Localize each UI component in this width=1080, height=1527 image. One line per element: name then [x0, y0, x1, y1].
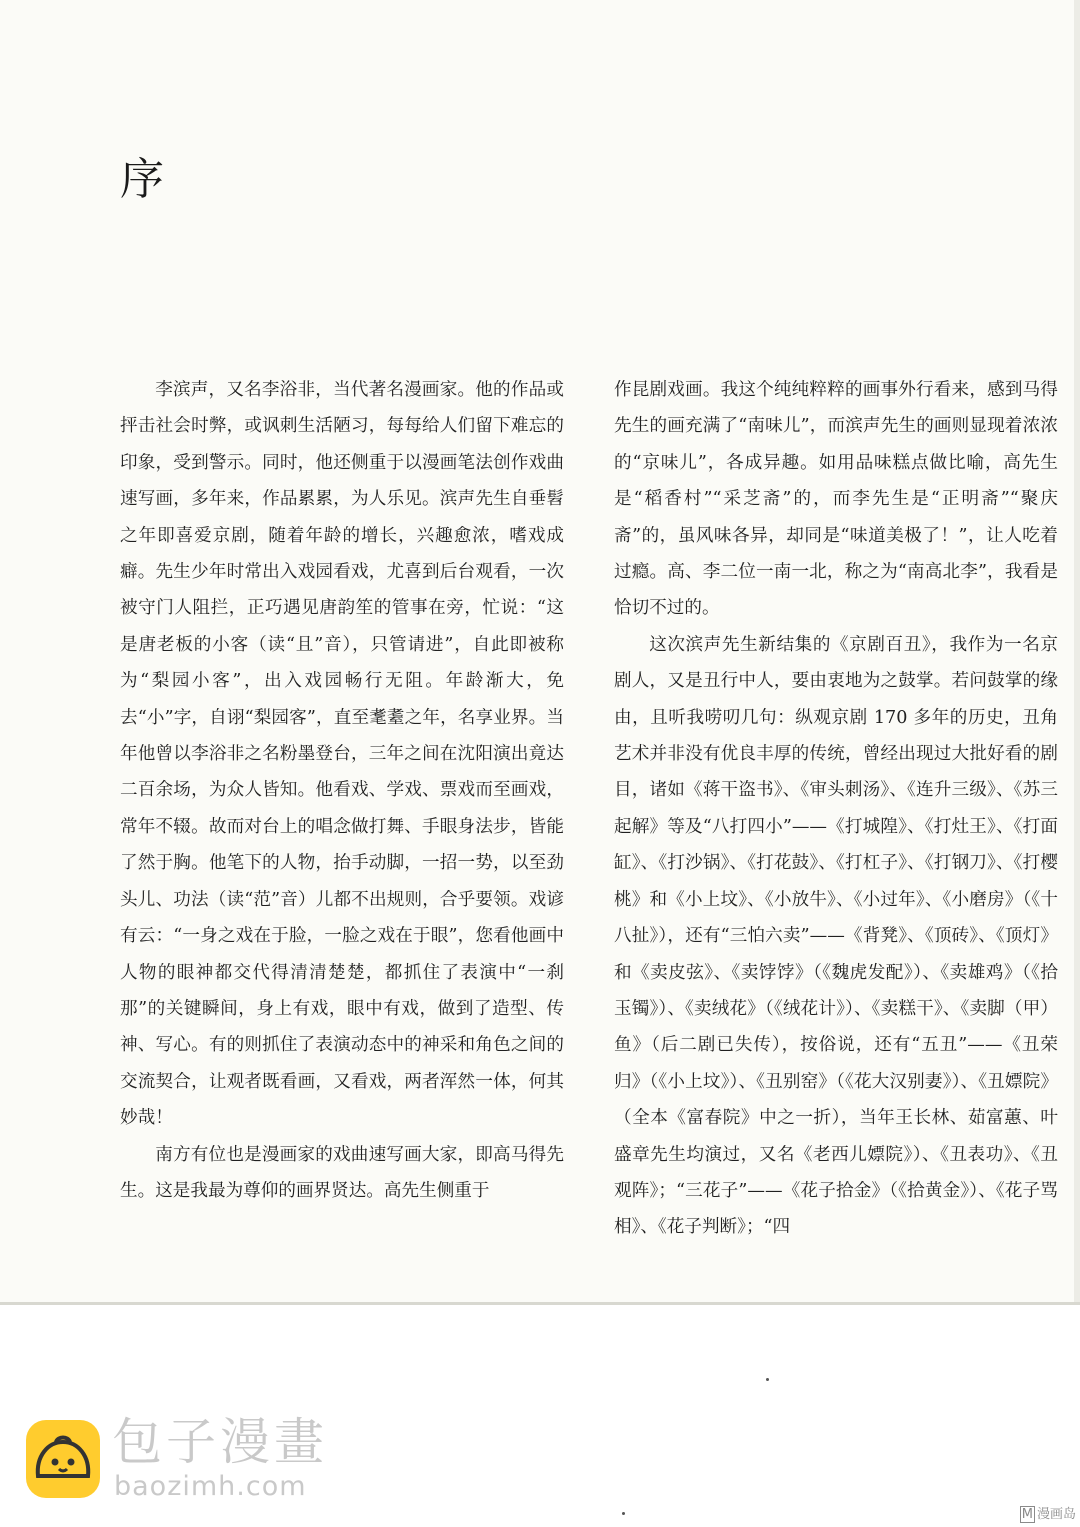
watermark-url: baozimh.com [114, 1471, 307, 1502]
page-bottom-rule [0, 1302, 1080, 1305]
paragraph: 南方有位也是漫画家的戏曲速写画大家，即高马得先生。这是我最为尊仰的画界贤达。高先生侧重于 [120, 1144, 564, 1201]
page-title: 序 [120, 154, 164, 205]
bun-face-icon [26, 1420, 100, 1498]
watermark-brand: 包子漫畫 [112, 1413, 328, 1471]
left-column [120, 372, 564, 1209]
scan-speck [622, 1512, 625, 1515]
paragraph: 这次滨声先生新结集的《京剧百丑》，我作为一名京剧人，又是丑行中人，要由衷地为之鼓掌。若问鼓掌的缘由，且听我唠叨几句：纵观京剧 170 多年的历史，丑角艺术并非没有优良丰厚的传统，曾经出现过大批好看的剧目，诸如《蒋干盗书》、《审头刺汤》、《连升三级》、《苏三起解》等及“八打四小”——《打城隍》、《打灶王》、《打面缸》、《打沙锅》、《打花鼓》、《打杠子》、《打钢刀》、《打樱桃》和《小上坟》、《小放牛》、《小过年》、《小磨房》（《十八扯》），还有“三怕六卖”——《背凳》、《顶砖》、《顶灯》和《卖皮弦》、《卖饽饽》（《魏虎发配》）、《卖雄鸡》（《拾玉镯》）、《卖绒花》（《绒花计》）、《卖糕干》、《卖脚（甲）鱼》（后二剧已失传），按俗说，还有“五丑”——《丑荣归》（《小上坟》）、《丑别窑》（《花大汉别妻》）、《丑嫖院》（全本《富春院》中之一折），当年王长林、茹富蕙、叶盛章先生均演过，又名《老西儿嫖院》）、《丑表功》、《丑观阵》；“三花子”——《花子拾金》（《拾黄金》）、《花子骂相》、《花子判断》；“四 [614, 634, 1058, 1238]
paragraph: 李滨声，又名李浴非，当代著名漫画家。他的作品或抨击社会时弊，或讽刺生活陋习，每每给人们留下难忘的印象，受到警示。同时，他还侧重于以漫画笔法创作戏曲速写画，多年来，作品累累，为人乐见。滨声先生自垂髫之年即喜爱京剧，随着年龄的增长，兴趣愈浓，嗜戏成癖。先生少年时常出入戏园看戏，尤喜到后台观看，一次被守门人阻拦，正巧遇见唐韵笙的管事在旁，忙说：“这是唐老板的小客（读“且”音），只管请进”，自此即被称为“梨园小客”，出入戏园畅行无阻。年龄渐大，免去“小”字，自诩“梨园客”，直至耄耋之年，名享业界。当年他曾以李浴非之名粉墨登台，三年之间在沈阳演出竟达二百余场，为众人皆知。他看戏、学戏、票戏而至画戏，常年不辍。故而对台上的唱念做打舞、手眼身法步，皆能了然于胸。他笔下的人物，抬手动脚，一招一势，以至劲头儿、功法（读“范”音）儿都不出规则，合乎要领。戏谚有云：“一身之戏在于脸，一脸之戏在于眼”，您看他画中人物的眼神都交代得清清楚楚，都抓住了表演中“一刹那”的关键瞬间，身上有戏，眼中有戏，做到了造型、传神、写心。有的则抓住了表演动态中的神采和角色之间的交流契合，让观者既看画，又看戏，两者浑然一体，何其妙哉！ [120, 380, 564, 1129]
scan-speck [766, 1378, 769, 1381]
badge-text: 漫画岛 [1036, 1507, 1076, 1522]
bun-logo-icon [26, 1420, 100, 1498]
badge-mark: M [1021, 1507, 1033, 1522]
corner-badge [1020, 1507, 1076, 1523]
paragraph-continued: 作昆剧戏画。我这个纯纯粹粹的画事外行看来，感到马得先生的画充满了“南味儿”，而滨声先生的画则显现着浓浓的“京味儿”，各成异趣。如用品味糕点做比喻，高先生是“稻香村”“采芝斋”的，而李先生是“正明斋”“聚庆斋”的，虽风味各异，却同是“味道美极了！”，让人吃着过瘾。高、李二位一南一北，称之为“南高北李”，我看是恰切不过的。 [614, 380, 1058, 619]
right-column [614, 372, 1058, 1246]
page-edge [1074, 0, 1080, 1302]
